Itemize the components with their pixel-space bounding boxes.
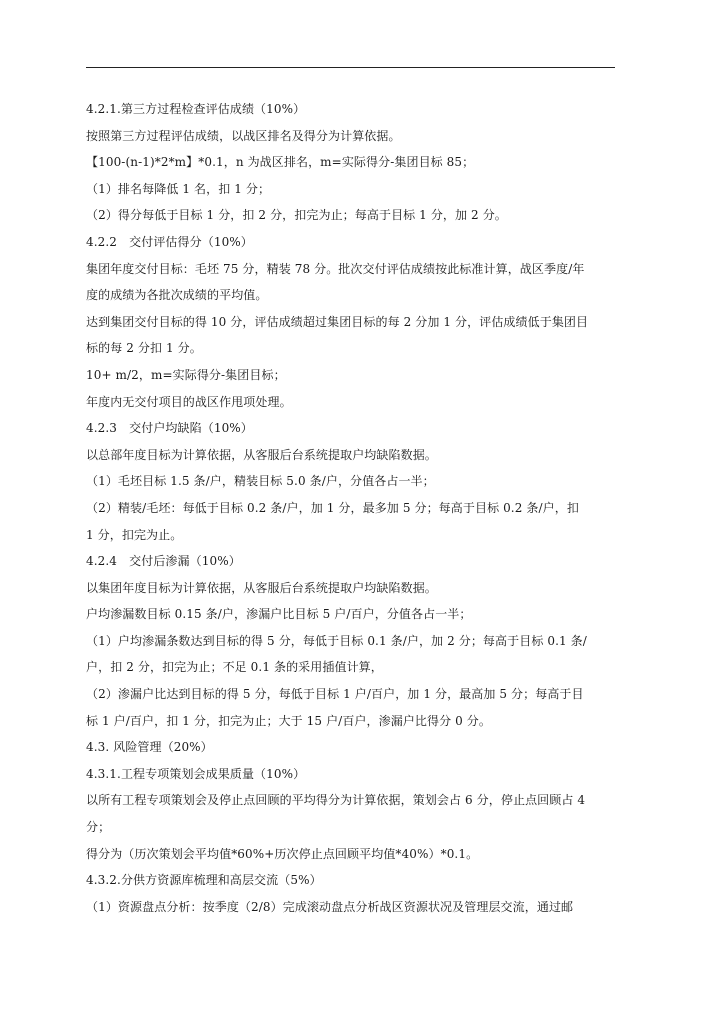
list-item: （2）精装/毛坯：每低于目标 0.2 条/户，加 1 分，最多加 5 分；每高于目标 0.2 条/户，扣 bbox=[86, 500, 579, 515]
paragraph-line: 以总部年度目标为计算依据，从客服后台系统提取户均缺陷数据。 bbox=[86, 447, 437, 462]
list-item-continuation: 户，扣 2 分，扣完为止；不足 0.1 条的采用插值计算， bbox=[86, 660, 383, 675]
section-heading-4-2-1: 4.2.1.第三方过程检查评估成绩（10%） bbox=[86, 102, 306, 116]
list-item-continuation: 标 1 户/百户，扣 1 分，扣完为止；大于 15 户/百户，渗漏户比得分 0 分。 bbox=[86, 713, 491, 728]
section-heading-4-3: 4.3. 风险管理（20%） bbox=[86, 740, 213, 755]
paragraph-line: 年度内无交付项目的战区作甩项处理。 bbox=[86, 394, 292, 409]
section-heading-4-3-1: 4.3.1.工程专项策划会成果质量（10%） bbox=[86, 766, 306, 781]
paragraph-line: 户均渗漏数目标 0.15 条/户，渗漏户比目标 5 户/百户，分值各占一半； bbox=[86, 607, 472, 622]
paragraph-line: 达到集团交付目标的得 10 分，评估成绩超过集团目标的每 2 分加 1 分，评估成绩低于集团目 bbox=[86, 314, 589, 329]
section-heading-4-3-2: 4.3.2.分供方资源库梳理和高层交流（5%） bbox=[86, 873, 322, 888]
list-item: （1）户均渗漏条数达到目标的得 5 分，每低于目标 0.1 条/户，加 2 分；每高于目标 0.1 条/ bbox=[86, 633, 587, 648]
document-body bbox=[86, 96, 622, 920]
list-item-continuation: 1 分，扣完为止。 bbox=[86, 527, 183, 542]
paragraph-line: 标的每 2 分扣 1 分。 bbox=[86, 341, 202, 356]
list-item: （1）毛坯目标 1.5 条/户，精装目标 5.0 条/户，分值各占一半； bbox=[86, 474, 435, 489]
formula-line: 得分为（历次策划会平均值*60%+历次停止点回顾平均值*40%）*0.1。 bbox=[86, 846, 479, 861]
list-item: （1）资源盘点分析：按季度（2/8）完成滚动盘点分析战区资源状况及管理层交流，通过邮 bbox=[86, 899, 574, 914]
list-item: （2）得分每低于目标 1 分，扣 2 分，扣完为止；每高于目标 1 分，加 2 分。 bbox=[86, 208, 507, 223]
paragraph-line: 集团年度交付目标：毛坯 75 分，精装 78 分。批次交付评估成绩按此标准计算，战区季度/年 bbox=[86, 261, 585, 276]
formula-line: 10+ m/2，m=实际得分-集团目标； bbox=[86, 367, 286, 382]
section-heading-4-2-4: 4.2.4 交付后渗漏（10%） bbox=[86, 554, 241, 569]
list-item: （1）排名每降低 1 名，扣 1 分； bbox=[86, 181, 271, 196]
paragraph-line: 按照第三方过程评估成绩，以战区排名及得分为计算依据。 bbox=[86, 128, 401, 143]
paragraph-line: 度的成绩为各批次成绩的平均值。 bbox=[86, 288, 268, 303]
paragraph-line: 分； bbox=[86, 820, 111, 835]
section-heading-4-2-3: 4.2.3 交付户均缺陷（10%） bbox=[86, 421, 253, 436]
formula-line: 【100-(n-1)*2*m】*0.1，n 为战区排名，m=实际得分-集团目标 85； bbox=[86, 155, 475, 170]
paragraph-line: 以所有工程专项策划会及停止点回顾的平均得分为计算依据，策划会占 6 分，停止点回顾占 4 bbox=[86, 793, 586, 808]
paragraph-line: 以集团年度目标为计算依据，从客服后台系统提取户均缺陷数据。 bbox=[86, 580, 437, 595]
list-item: （2）渗漏户比达到目标的得 5 分，每低于目标 1 户/百户，加 1 分，最高加 5 分；每高于目 bbox=[86, 687, 584, 702]
header-divider bbox=[86, 67, 615, 68]
section-heading-4-2-2: 4.2.2 交付评估得分（10%） bbox=[86, 234, 253, 249]
